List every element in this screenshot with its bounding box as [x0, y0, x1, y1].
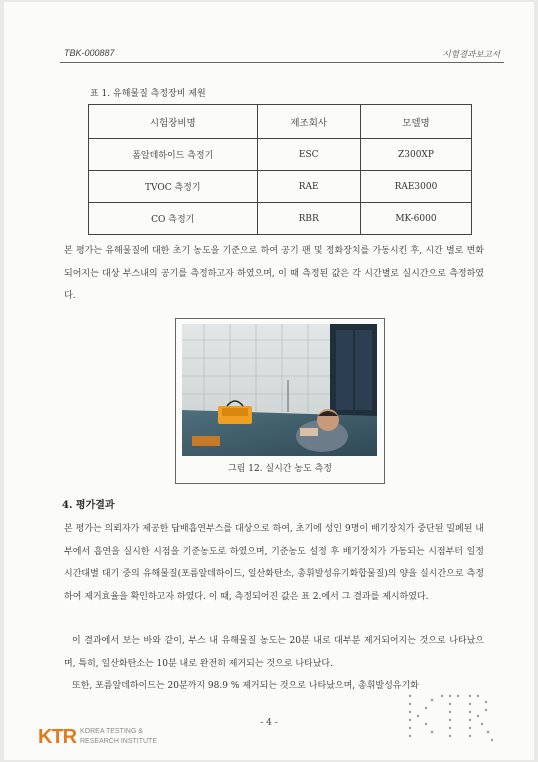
figure-frame — [175, 318, 385, 484]
header-cell-model: 모델명 — [360, 105, 471, 139]
figure-caption: 그림 12. 실시간 농도 측정 — [227, 464, 332, 474]
paragraph-results: 이 결과에서 보는 바와 같이, 부스 내 유해물질 농도는 20분 내로 대부분 제거되어지는 것으로 나타났으며, 특히, 일산화탄소는 10분 내로 완전히 제거되는 것으로 나타났다. — [64, 636, 484, 669]
table-cell: ESC — [257, 139, 360, 171]
paragraph-continued: 또한, 포름알데하이드는 20분까지 98.9 % 제거되는 것으로 나타났으며, 총휘발성유기화 — [72, 681, 419, 691]
equipment-spec-table — [88, 104, 472, 235]
header-title: 시험결과보고서 — [442, 50, 500, 60]
page-number: - 4 - — [260, 718, 278, 728]
table-cell: Z300XP — [360, 139, 471, 171]
paragraph-method: 본 평가는 의뢰자가 제공한 답배흡연부스를 대상으로 하여, 초기에 성인 9명이 배기장치가 중단된 밀폐된 내부에서 흡연을 실시한 시점을 기준농도로 하였으며, 기준농도 설정 후 배기장치가 가동되는 시점부터 일정 시간대별 대기 중의 유해물질(포름알데하이드, 일산화탄소, 총휘발성유기화합물질)의 양을 실시간으로 측정하여 제거효율을 확인하고자 하였다. 이 때, 측정되어진 값은 표 2.에서 그 결과를 제시하였다. — [64, 524, 484, 602]
header-cell-manufacturer: 제조회사 — [257, 105, 360, 139]
ktr-logo-line2: RESEARCH INSTITUTE — [80, 738, 158, 745]
paragraph-intro: 본 평가는 유해물질에 대한 초기 농도을 기준으로 하여 공기 팬 및 정화장치를 가동시킨 후, 시간 별로 변화되어지는 대상 부스내의 공기를 측정하고자 하였으며, 이 때 측정된 값은 각 시간별로 실시간으로 측정하였다. — [64, 246, 484, 301]
table-caption: 표 1. 유해물질 측정장비 제원 — [90, 89, 206, 99]
ktr-logo-mark: KTR — [38, 726, 77, 748]
table-cell: RAE — [257, 171, 360, 203]
table-cell: TVOC 측정기 — [89, 171, 258, 203]
ktr-footer-logo — [38, 726, 168, 752]
table-cell: 폼알데하이드 측정기 — [89, 139, 258, 171]
table-header-row — [89, 105, 472, 139]
document-page — [4, 2, 534, 760]
ktr-dotted-watermark — [402, 688, 498, 748]
table-row — [89, 203, 472, 235]
header-divider — [60, 62, 504, 63]
table-cell: MK-6000 — [360, 203, 471, 235]
table-cell: RBR — [257, 203, 360, 235]
table-row — [89, 139, 472, 171]
section-title: 4. 평가결과 — [62, 500, 115, 511]
table-row — [89, 171, 472, 203]
document-id: TBK-000887 — [64, 48, 115, 58]
table-cell: CO 측정기 — [89, 203, 258, 235]
measurement-photo — [182, 324, 377, 456]
table-cell: RAE3000 — [360, 171, 471, 203]
ktr-logo-line1: KOREA TESTING & — [80, 728, 143, 735]
header-cell-equipment: 시험장비명 — [89, 105, 258, 139]
